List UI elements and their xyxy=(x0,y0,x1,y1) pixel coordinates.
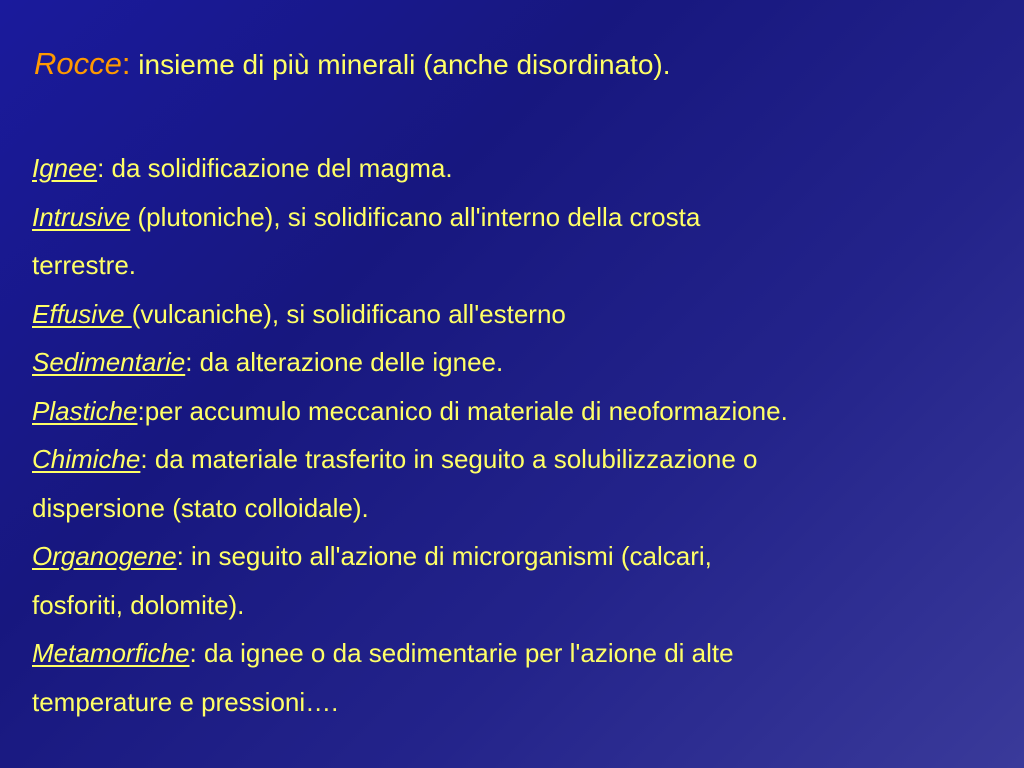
line-text: : in seguito all'azione di microrganismi (calcari, xyxy=(176,541,712,571)
line-intrusive xyxy=(32,193,1022,242)
term-intrusive: Intrusive xyxy=(32,201,131,232)
line-text: temperature e pressioni…. xyxy=(32,686,339,717)
slide-title xyxy=(34,44,671,85)
line-sedimentarie xyxy=(32,338,1022,387)
line-text: (vulcaniche), si solidificano all'esterno xyxy=(131,298,566,329)
term-sedimentarie: Sedimentarie xyxy=(32,347,186,377)
title-keyword: Rocce xyxy=(34,46,122,81)
line-text: fosforiti, dolomite). xyxy=(32,589,245,620)
line-text: : da solidificazione del magma. xyxy=(97,153,453,183)
term-chimiche: Chimiche xyxy=(32,444,141,474)
term-metamorfiche: Metamorfiche xyxy=(32,638,190,668)
line-text: :per accumulo meccanico di materiale di neoformazione. xyxy=(137,395,788,426)
line-text: (plutoniche), si solidificano all'interno della crosta xyxy=(130,201,701,232)
line-metamorfiche xyxy=(32,629,1022,678)
line-organogene-cont xyxy=(32,581,1022,630)
line-text: : da ignee o da sedimentarie per l'azione di alte xyxy=(189,638,734,668)
term-ignee: Ignee xyxy=(32,153,98,183)
line-text: dispersione (stato colloidale). xyxy=(32,492,369,523)
line-plastiche xyxy=(32,387,1022,436)
line-text: : da materiale trasferito in seguito a solubilizzazione o xyxy=(140,444,758,474)
line-text: terrestre. xyxy=(32,250,137,280)
line-organogene xyxy=(32,532,1022,581)
line-metamorfiche-cont xyxy=(32,678,1022,727)
term-effusive: Effusive xyxy=(32,298,132,329)
term-plastiche: Plastiche xyxy=(32,395,138,426)
line-ignee xyxy=(32,144,1022,193)
term-organogene: Organogene xyxy=(32,541,177,571)
slide-body xyxy=(32,144,1022,726)
line-intrusive-cont xyxy=(32,241,1022,290)
title-colon: : xyxy=(121,46,131,81)
line-text: : da alterazione delle ignee. xyxy=(185,347,504,377)
title-text: insieme di più minerali (anche disordinato). xyxy=(130,49,671,80)
line-chimiche xyxy=(32,435,1022,484)
line-effusive xyxy=(32,290,1022,339)
line-chimiche-cont xyxy=(32,484,1022,533)
